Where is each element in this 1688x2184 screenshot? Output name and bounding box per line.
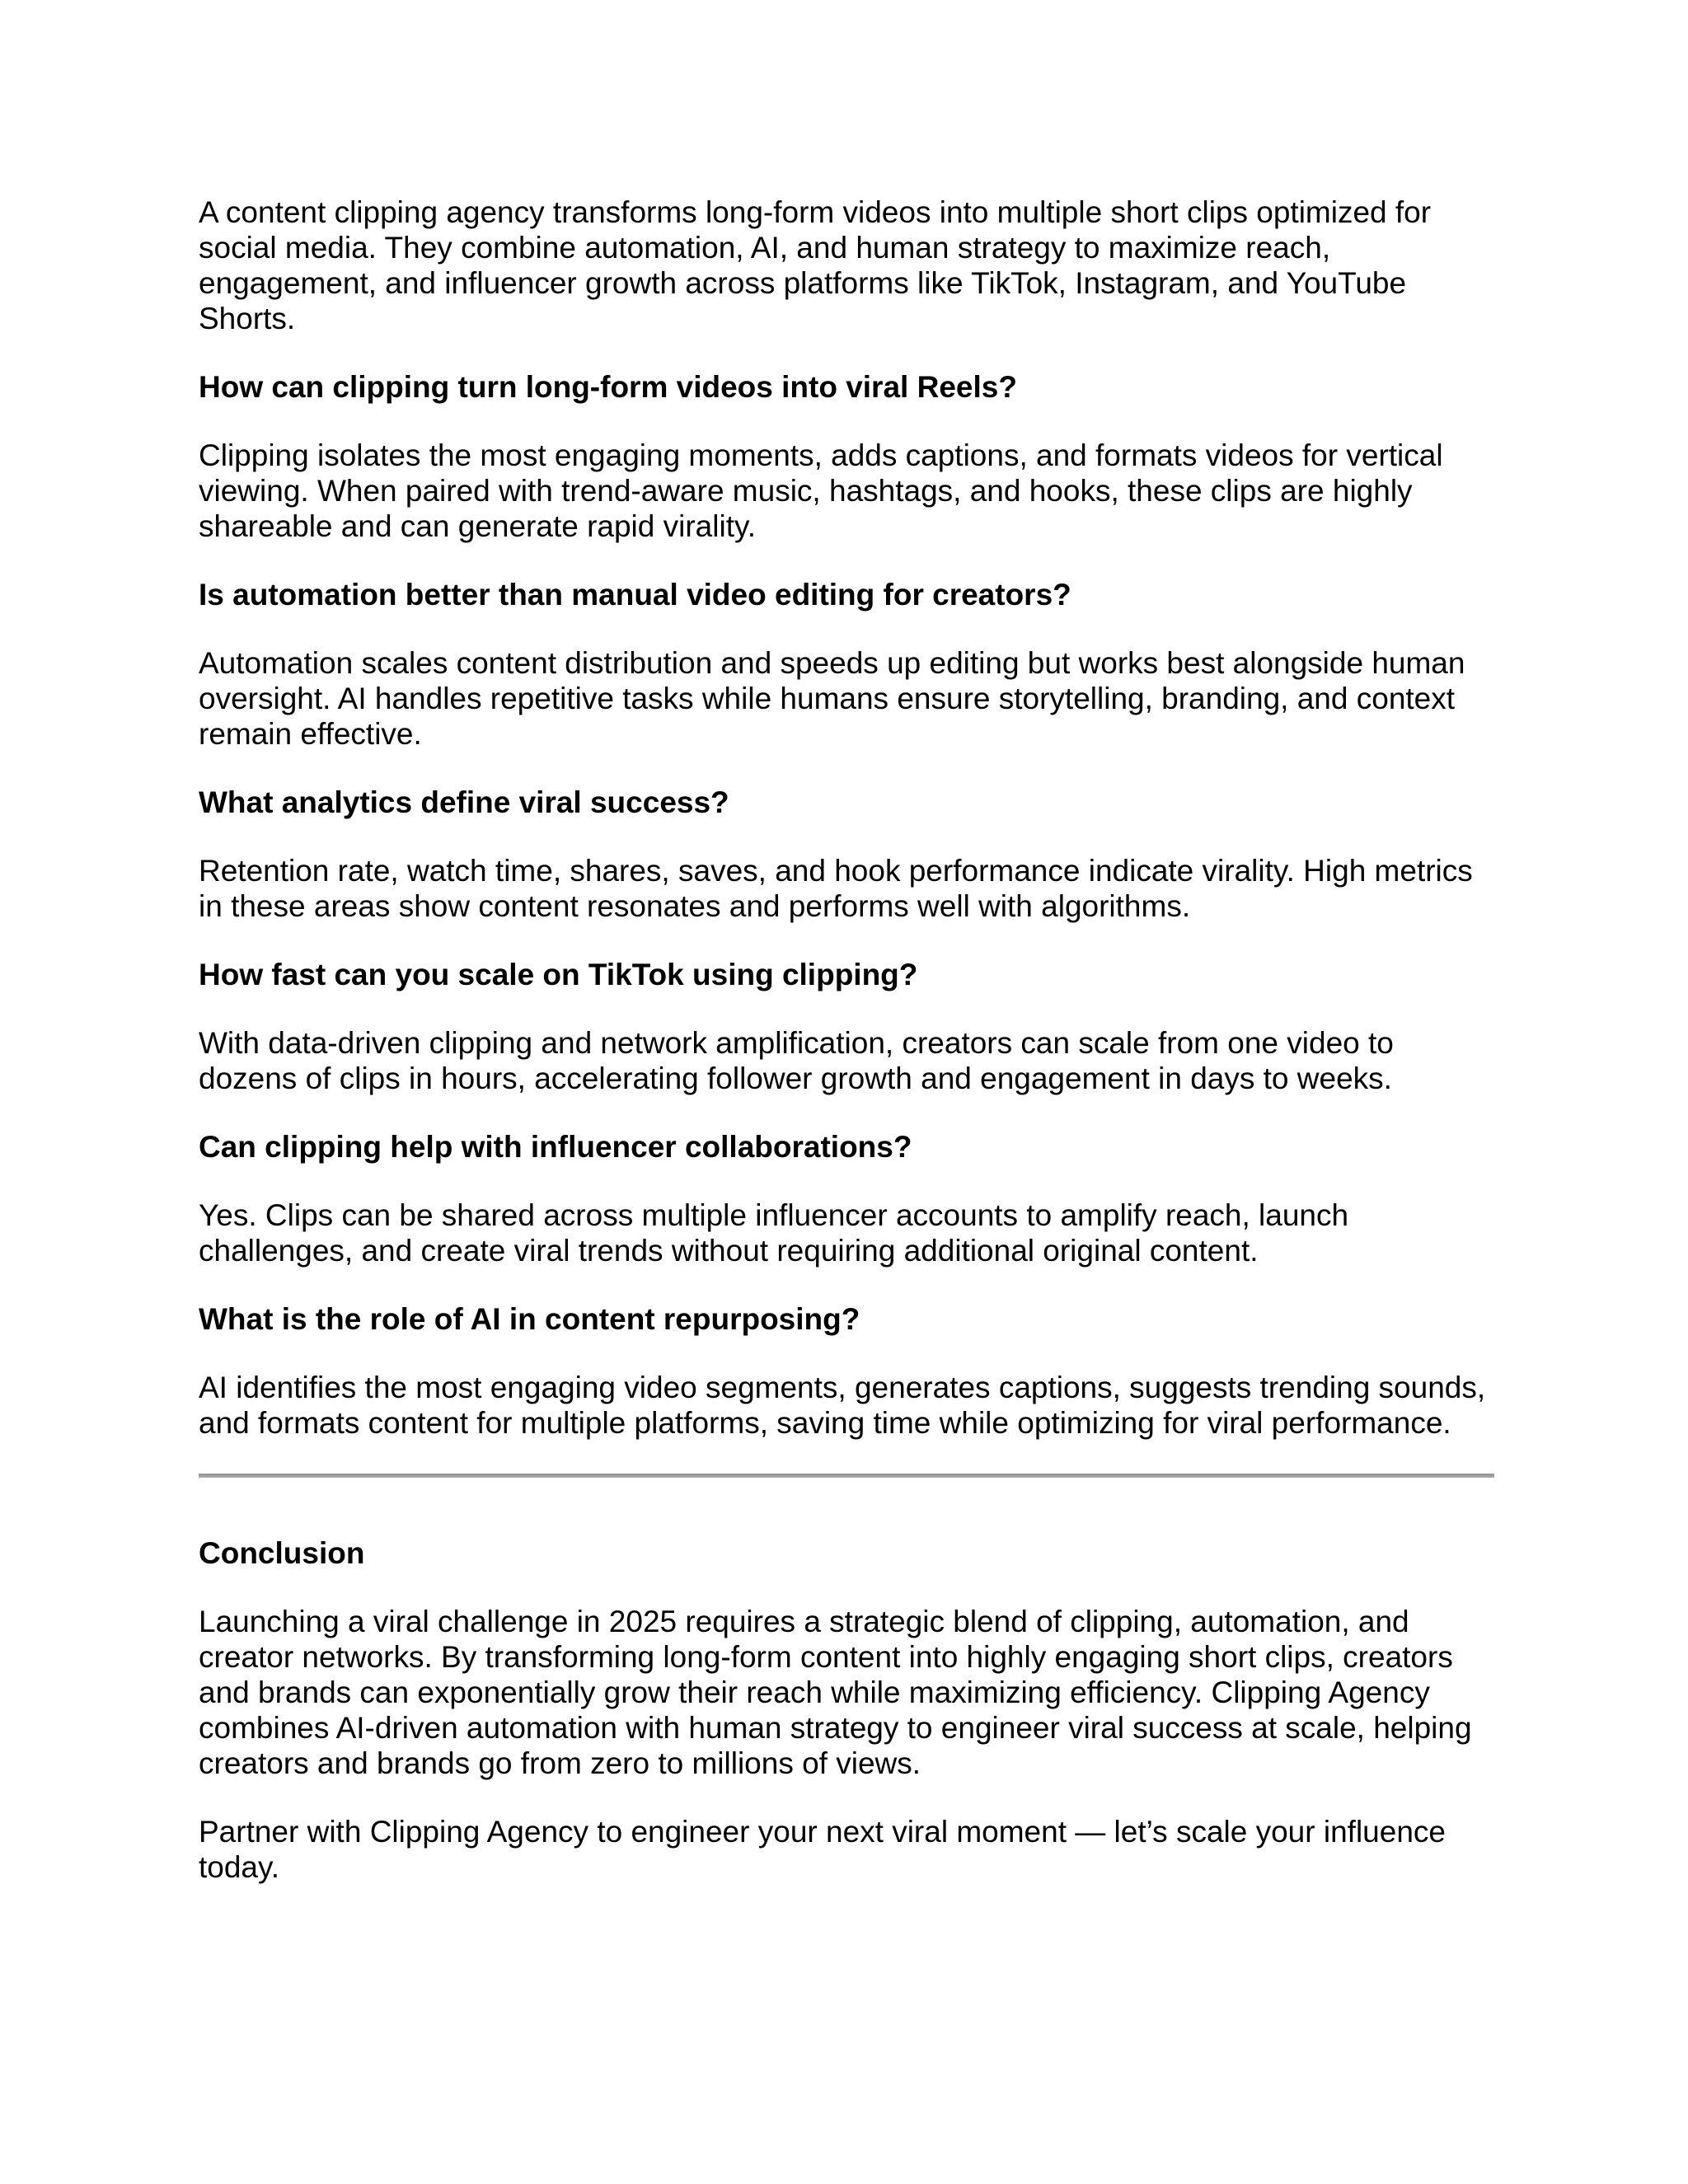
intro-paragraph: A content clipping agency transforms long-form videos into multiple short clips optimized for social media. They combine automation, AI, and human strategy to maximize reach, engagement, and influencer growth across platforms like TikTok, Instagram, and YouTube Shorts. [199,195,1432,335]
faq-question-5: Can clipping help with influencer collaborations? [199,1130,912,1164]
conclusion-paragraph-2: Partner with Clipping Agency to engineer your next viral moment — let’s scale your influence today. [199,1815,1446,1884]
faq-answer-3: Retention rate, watch time, shares, saves, and hook performance indicate virality. High metrics in these areas show content resonates and performs well with algorithms. [199,854,1473,923]
faq-question-2: Is automation better than manual video editing for creators? [199,578,1071,612]
faq-question-4: How fast can you scale on TikTok using clipping? [199,958,918,991]
faq-answer-4: With data-driven clipping and network amplification, creators can scale from one video to dozens of clips in hours, accelerating follower growth and engagement in days to weeks. [199,1026,1394,1095]
faq-answer-6: AI identifies the most engaging video segments, generates captions, suggests trending sounds, and formats content for multiple platforms, saving time while optimizing for viral performance. [199,1371,1486,1440]
faq-answer-5: Yes. Clips can be shared across multiple influencer accounts to amplify reach, launch challenges, and create viral trends without requiring additional original content. [199,1198,1349,1268]
faq-question-3: What analytics define viral success? [199,785,729,819]
conclusion-heading: Conclusion [199,1536,365,1570]
faq-answer-2: Automation scales content distribution and speeds up editing but works best alongside human oversight. AI handles repetitive tasks while humans ensure storytelling, branding, and context remain effective. [199,646,1465,751]
section-divider [199,1474,1494,1478]
faq-question-1: How can clipping turn long-form videos into viral Reels? [199,370,1017,404]
faq-question-6: What is the role of AI in content repurposing? [199,1302,860,1336]
article-body [199,194,1494,1918]
conclusion-paragraph-1: Launching a viral challenge in 2025 requires a strategic blend of clipping, automation, and creator networks. By transforming long-form content into highly engaging short clips, creators and brands can exponentially grow their reach while maximizing efficiency. Clipping Agency combines AI-driven automation with human strategy to engineer viral success at scale, helping creators and brands go from zero to millions of views. [199,1605,1472,1780]
faq-answer-1: Clipping isolates the most engaging moments, adds captions, and formats videos for vertical viewing. When paired with trend-aware music, hashtags, and hooks, these clips are highly shareable and can generate rapid virality. [199,438,1443,543]
